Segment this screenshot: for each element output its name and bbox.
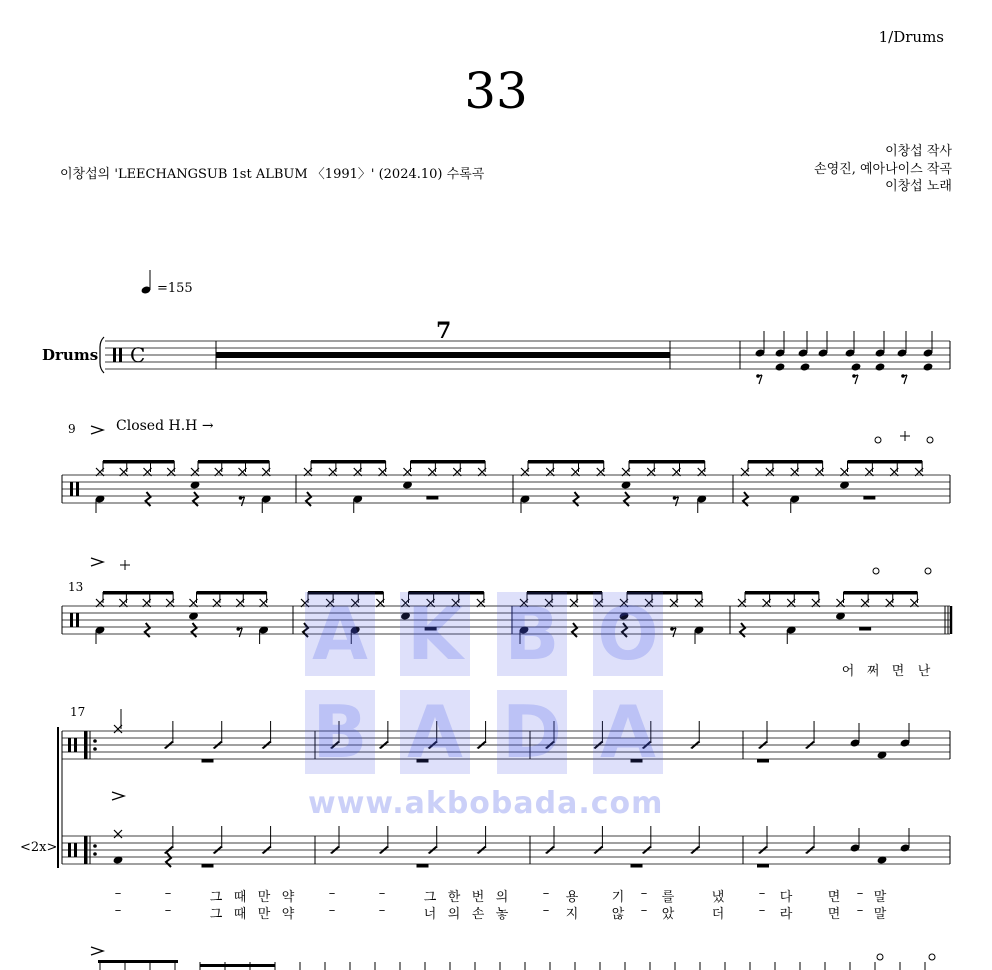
lyric-syllable: 그 [209,907,223,922]
composer-credit: 손영진, 예아나이스 작곡 [814,162,952,177]
percussion-clef [70,482,73,496]
lyric-syllable: 쩌 [866,664,880,679]
half-rest [757,759,769,763]
kick-note [923,362,934,371]
accent-mark [112,792,124,800]
kick-note [851,362,862,371]
lyric-syllable: 냈 [711,890,725,905]
kick-note [800,362,811,371]
closed-hihat-marker [900,431,910,441]
percussion-clef [113,348,116,362]
lyric-syllable: – [114,903,122,918]
lyric-syllable: – [640,903,648,918]
quarter-rest [306,492,311,506]
lyrics-verse-1 [0,886,992,904]
lyric-syllable: 의 [495,890,509,905]
lyric-syllable: 때 [233,890,247,905]
instrument-name: Drums [42,346,99,364]
half-rest [631,759,643,763]
lyric-syllable: – [328,886,336,901]
closed-hihat-instruction: Closed H.H → [116,418,214,434]
lyric-syllable: 말 [873,890,887,905]
lyric-syllable: 기 [611,890,625,905]
note-beam [844,591,918,595]
lyric-syllable: – [856,886,864,901]
accent-mark [91,947,103,955]
multi-measure-rest-count: 7 [436,318,452,344]
lyric-syllable: – [114,886,122,901]
note-beam [200,964,275,967]
page-number: 1/Drums [878,28,944,46]
quarter-rest [303,623,308,637]
quarter-rest [574,492,579,506]
half-rest [417,759,429,763]
quarter-rest [624,492,629,506]
half-rest [631,864,643,868]
quarter-rest [145,623,150,637]
lyric-syllable: 다 [779,890,793,905]
lyric-syllable: 용 [565,890,579,905]
lyricist-credit: 이창섭 작사 [885,144,952,159]
note-beam [411,460,486,464]
watermark-letter: B [497,592,567,676]
lyric-syllable: 그 [209,890,223,905]
lyric-syllable: – [542,903,550,918]
lyric-syllable: – [856,903,864,918]
hihat-note [114,830,122,838]
half-rest [417,864,429,868]
measure-number-13: 13 [68,580,84,594]
half-rest [425,627,437,631]
open-hihat-marker [877,954,883,960]
lyric-syllable: 한 [447,890,461,905]
percussion-clef [76,613,79,627]
half-rest [426,496,438,500]
note-beam [103,460,174,464]
percussion-clef [70,613,73,627]
repeat-dot [93,747,97,751]
multi-measure-rest-bar [216,352,670,358]
lyric-syllable: 면 [827,907,841,922]
half-rest [863,496,875,500]
quarter-rest [743,492,748,506]
lyric-syllable: 너 [423,907,437,922]
lyric-syllable: 면 [891,664,905,679]
percussion-clef [74,738,77,752]
half-rest [202,864,214,868]
note-beam [627,591,702,595]
common-time-signature: C [130,343,146,367]
note-beam [629,460,705,464]
lyric-syllable: 만 [257,907,271,922]
quarter-rest [622,623,627,637]
note-beam [103,591,173,595]
repeat-dot [93,739,97,743]
note-beam [748,460,823,464]
lyric-syllable: – [542,886,550,901]
lyric-syllable: – [758,886,766,901]
song-title: 33 [464,62,528,120]
note-beam [528,460,604,464]
watermark-letter: B [305,690,375,774]
note-beam [197,591,267,595]
lyric-syllable: 만 [257,890,271,905]
lyric-syllable: 놓 [495,907,509,922]
open-hihat-marker [875,437,881,443]
album-subtitle: 이창섭의 'LEECHANGSUB 1st ALBUM 〈1991〉' (2024.10) 수록곡 [60,167,485,182]
percussion-clef [68,843,71,857]
quarter-rest [193,492,198,506]
open-hihat-marker [929,954,935,960]
lyric-syllable: – [640,886,648,901]
lyric-syllable: – [164,903,172,918]
lyric-syllable: 그 [423,890,437,905]
lyric-syllable: 번 [471,890,485,905]
note-beam [527,591,602,595]
lyric-syllable: 난 [917,664,931,679]
note-beam [198,460,269,464]
half-rest [202,759,214,763]
percussion-clef [74,843,77,857]
note-beam [745,591,819,595]
repeat-dot [93,844,97,848]
open-hihat-marker [927,437,933,443]
lyric-syllable: 의 [447,907,461,922]
lyric-syllable: 지 [565,907,579,922]
tempo-marking: =155 [157,281,193,296]
kick-note [775,362,786,371]
lyric-syllable: – [164,886,172,901]
note-beam [98,960,178,963]
singer-credit: 이창섭 노래 [885,179,952,194]
lyric-syllable: 어 [841,664,855,679]
quarter-rest [572,623,577,637]
note-beam [311,460,386,464]
watermark-url: www.akbobada.com [308,786,664,821]
repeat-dot [93,852,97,856]
quarter-rest [166,853,171,867]
quarter-rest [192,623,197,637]
percussion-clef [76,482,79,496]
quarter-rest [740,623,745,637]
lyrics-line-pickup [0,660,992,678]
lyrics-verse-2 [0,903,992,921]
quarter-rest [146,492,151,506]
watermark-letter: A [305,592,375,676]
accent-mark [91,558,103,566]
lyric-syllable: 았 [661,907,675,922]
lyric-syllable: 때 [233,907,247,922]
note-beam [308,591,383,595]
watermark-letter: K [400,592,470,676]
watermark-letter: A [400,690,470,774]
watermark-letter: D [497,690,567,774]
measure-number-17: 17 [70,705,86,719]
lyric-syllable: – [378,903,386,918]
lyric-syllable: – [328,903,336,918]
lyric-syllable: 약 [281,907,295,922]
lyric-syllable: 않 [611,907,625,922]
note-beam [848,460,923,464]
system-bracket [100,337,104,373]
accent-mark [91,426,103,434]
repeat-count-label: <2x> [20,840,58,855]
open-hihat-marker [925,568,931,574]
percussion-clef [119,348,122,362]
lyric-syllable: 라 [779,907,793,922]
watermark-letter: A [593,690,663,774]
lyric-syllable: 약 [281,890,295,905]
lyric-syllable: – [378,886,386,901]
half-rest [859,627,871,631]
lyric-syllable: – [758,903,766,918]
lyric-syllable: 더 [711,907,725,922]
measure-number-9: 9 [68,422,76,436]
lyric-syllable: 를 [661,890,675,905]
lyric-syllable: 손 [471,907,485,922]
half-rest [757,864,769,868]
repeat-start-barline [84,731,88,759]
percussion-clef [68,738,71,752]
repeat-start-barline [84,836,88,864]
open-hihat-marker [873,568,879,574]
lyric-syllable: 말 [873,907,887,922]
closed-hihat-marker [120,560,130,570]
lyric-syllable: 면 [827,890,841,905]
kick-note [875,362,886,371]
watermark-letter: O [593,592,663,676]
note-beam [409,591,484,595]
